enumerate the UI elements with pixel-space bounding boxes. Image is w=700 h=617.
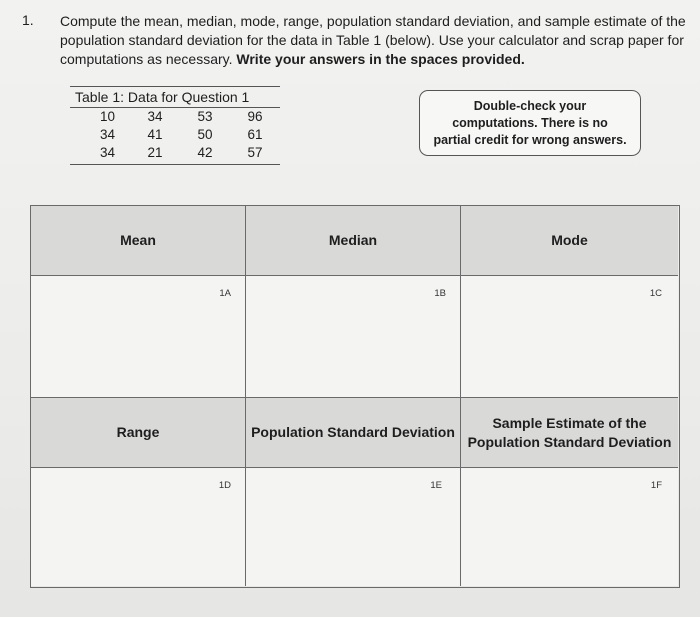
data-cell: 34: [100, 127, 116, 142]
data-cell: 42: [197, 145, 213, 160]
answer-label: 1A: [219, 288, 231, 299]
question-bold-instruction: Write your answers in the spaces provided.: [236, 51, 525, 67]
data-cell: 34: [147, 109, 163, 124]
answer-label: 1E: [430, 480, 442, 491]
answer-box-population-std-dev[interactable]: [246, 468, 461, 586]
answer-label: 1D: [218, 480, 231, 491]
data-cell: 21: [147, 145, 163, 160]
note-line: computations. There is no: [452, 115, 608, 130]
data-cell: 57: [247, 145, 263, 160]
question-number: 1.: [22, 12, 34, 28]
note-line: Double-check your: [473, 98, 587, 113]
data-table-title: Table 1: Data for Question 1: [70, 86, 280, 108]
header-mode: Mode: [461, 206, 678, 276]
answer-box-mean[interactable]: [31, 276, 246, 398]
header-median: Median: [246, 206, 461, 276]
header-mean: Mean: [31, 206, 246, 276]
answer-label: 1C: [649, 288, 662, 299]
answer-grid: [30, 205, 680, 588]
answer-label: 1B: [434, 288, 446, 299]
data-cell: 50: [197, 127, 213, 142]
data-table-row: [70, 126, 280, 144]
question-instructions: Compute the mean, median, mode, range, population standard deviation, and sample estimate of the population standard deviation for the data in Table 1 (below). Use your calculator and scrap paper for computations as necessary.: [60, 13, 686, 67]
answer-box-mode[interactable]: [461, 276, 678, 398]
data-cell: 53: [197, 109, 213, 124]
data-table-row: [70, 144, 280, 162]
answer-box-sample-estimate-std-dev[interactable]: [461, 468, 678, 586]
data-table-row: [70, 108, 280, 126]
answer-box-range[interactable]: [31, 468, 246, 586]
answer-label: 1F: [650, 480, 662, 491]
double-check-note: [419, 90, 641, 156]
data-cell: 61: [247, 127, 263, 142]
answer-box-median[interactable]: [246, 276, 461, 398]
question-text: [60, 12, 692, 69]
data-table: [70, 86, 280, 165]
data-table-body: [70, 108, 280, 165]
header-range: Range: [31, 398, 246, 468]
data-cell: 41: [147, 127, 163, 142]
note-line: partial credit for wrong answers.: [433, 132, 627, 147]
header-sample-estimate-std-dev: Sample Estimate of the Population Standard Deviation: [461, 398, 678, 468]
data-cell: 10: [100, 109, 116, 124]
data-cell: 34: [100, 145, 116, 160]
data-cell: 96: [247, 109, 263, 124]
header-population-std-dev: Population Standard Deviation: [246, 398, 461, 468]
